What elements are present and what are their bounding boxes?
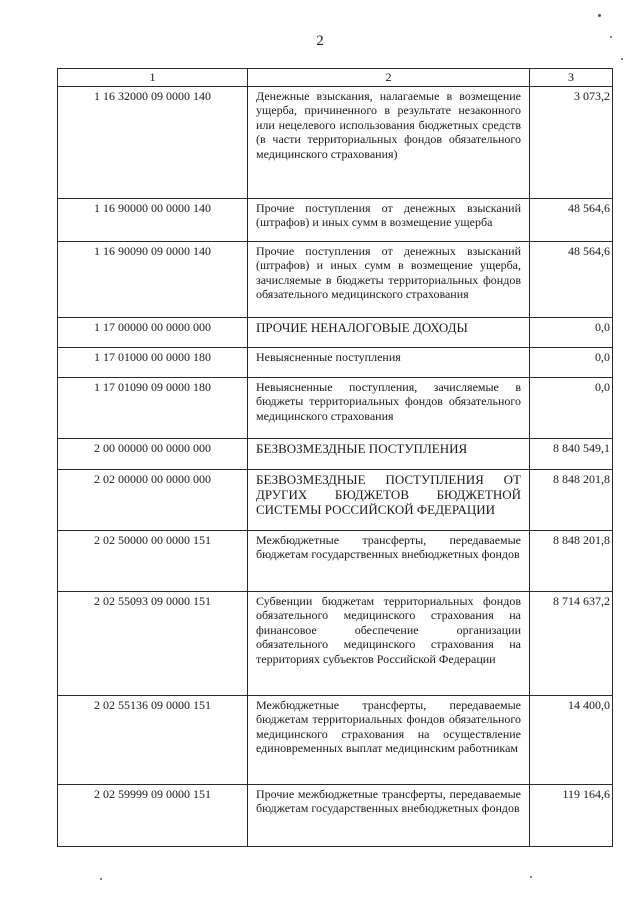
row-code: 2 02 55136 09 0000 151 <box>58 696 248 785</box>
row-code: 1 17 01000 00 0000 180 <box>58 348 248 378</box>
header-cell-2: 2 <box>248 69 530 87</box>
row-sum: 8 848 201,8 <box>530 531 613 592</box>
table-row <box>58 531 613 592</box>
row-code: 1 17 01090 09 0000 180 <box>58 378 248 439</box>
row-sum: 14 400,0 <box>530 696 613 785</box>
row-sum: 0,0 <box>530 318 613 348</box>
scan-speck <box>100 878 102 880</box>
header-cell-1: 1 <box>58 69 248 87</box>
table-row <box>58 87 613 199</box>
row-name: Субвенции бюджетам территориальных фондов обязательного медицинского страхования на финансовое обеспечение организации обязательного медицинского страхования на территориях субъектов Российской Федерации <box>248 592 530 696</box>
page-number: 2 <box>316 33 324 49</box>
row-code: 1 16 32000 09 0000 140 <box>58 87 248 199</box>
row-sum: 0,0 <box>530 348 613 378</box>
row-name: Прочие поступления от денежных взысканий (штрафов) и иных сумм в возмещение ущерба <box>248 199 530 242</box>
row-name: Прочие межбюджетные трансферты, передаваемые бюджетам государственных внебюджетных фондов <box>248 785 530 847</box>
row-sum: 8 714 637,2 <box>530 592 613 696</box>
scan-speck <box>610 36 612 38</box>
row-name: БЕЗВОЗМЕЗДНЫЕ ПОСТУПЛЕНИЯ ОТ ДРУГИХ БЮДЖЕТОВ БЮДЖЕТНОЙ СИСТЕМЫ РОССИЙСКОЙ ФЕДЕРАЦИИ <box>248 470 530 531</box>
row-code: 2 00 00000 00 0000 000 <box>58 439 248 470</box>
row-name: ПРОЧИЕ НЕНАЛОГОВЫЕ ДОХОДЫ <box>248 318 530 348</box>
table-row <box>58 348 613 378</box>
row-sum: 0,0 <box>530 378 613 439</box>
row-sum: 48 564,6 <box>530 199 613 242</box>
row-sum: 48 564,6 <box>530 242 613 318</box>
row-code: 2 02 00000 00 0000 000 <box>58 470 248 531</box>
table-row <box>58 592 613 696</box>
row-name: БЕЗВОЗМЕЗДНЫЕ ПОСТУПЛЕНИЯ <box>248 439 530 470</box>
table-row <box>58 439 613 470</box>
row-code: 2 02 55093 09 0000 151 <box>58 592 248 696</box>
table-row <box>58 242 613 318</box>
row-name: Межбюджетные трансферты, передаваемые бюджетам государственных внебюджетных фондов <box>248 531 530 592</box>
row-name: Прочие поступления от денежных взысканий (штрафов) и иных сумм в возмещение ущерба, зачисляемые в бюджеты территориальных фондов обязательного медицинского страхования <box>248 242 530 318</box>
scan-speck <box>621 58 623 60</box>
row-name: Межбюджетные трансферты, передаваемые бюджетам территориальных фондов обязательного медицинского страхования на осуществление единовременных выплат медицинским работникам <box>248 696 530 785</box>
table-row <box>58 199 613 242</box>
row-sum: 3 073,2 <box>530 87 613 199</box>
table-row <box>58 378 613 439</box>
row-code: 2 02 50000 00 0000 151 <box>58 531 248 592</box>
row-name: Невыясненные поступления <box>248 348 530 378</box>
table-row <box>58 318 613 348</box>
row-code: 1 17 00000 00 0000 000 <box>58 318 248 348</box>
header-cell-3: 3 <box>530 69 613 87</box>
table-header-row <box>58 69 613 87</box>
revenue-table <box>57 68 613 847</box>
row-name: Денежные взыскания, налагаемые в возмещение ущерба, причиненного в результате незаконного или нецелевого использования бюджетных средств (в части территориальных фондов обязательного медицинского страхования) <box>248 87 530 199</box>
table-row <box>58 696 613 785</box>
row-sum: 119 164,6 <box>530 785 613 847</box>
row-code: 2 02 59999 09 0000 151 <box>58 785 248 847</box>
scan-speck <box>598 14 601 17</box>
table-row <box>58 785 613 847</box>
row-code: 1 16 90000 00 0000 140 <box>58 199 248 242</box>
scan-speck <box>530 876 532 878</box>
row-code: 1 16 90090 09 0000 140 <box>58 242 248 318</box>
row-sum: 8 840 549,1 <box>530 439 613 470</box>
row-name: Невыясненные поступления, зачисляемые в бюджеты территориальных фондов обязательного медицинского страхования <box>248 378 530 439</box>
table-row <box>58 470 613 531</box>
row-sum: 8 848 201,8 <box>530 470 613 531</box>
